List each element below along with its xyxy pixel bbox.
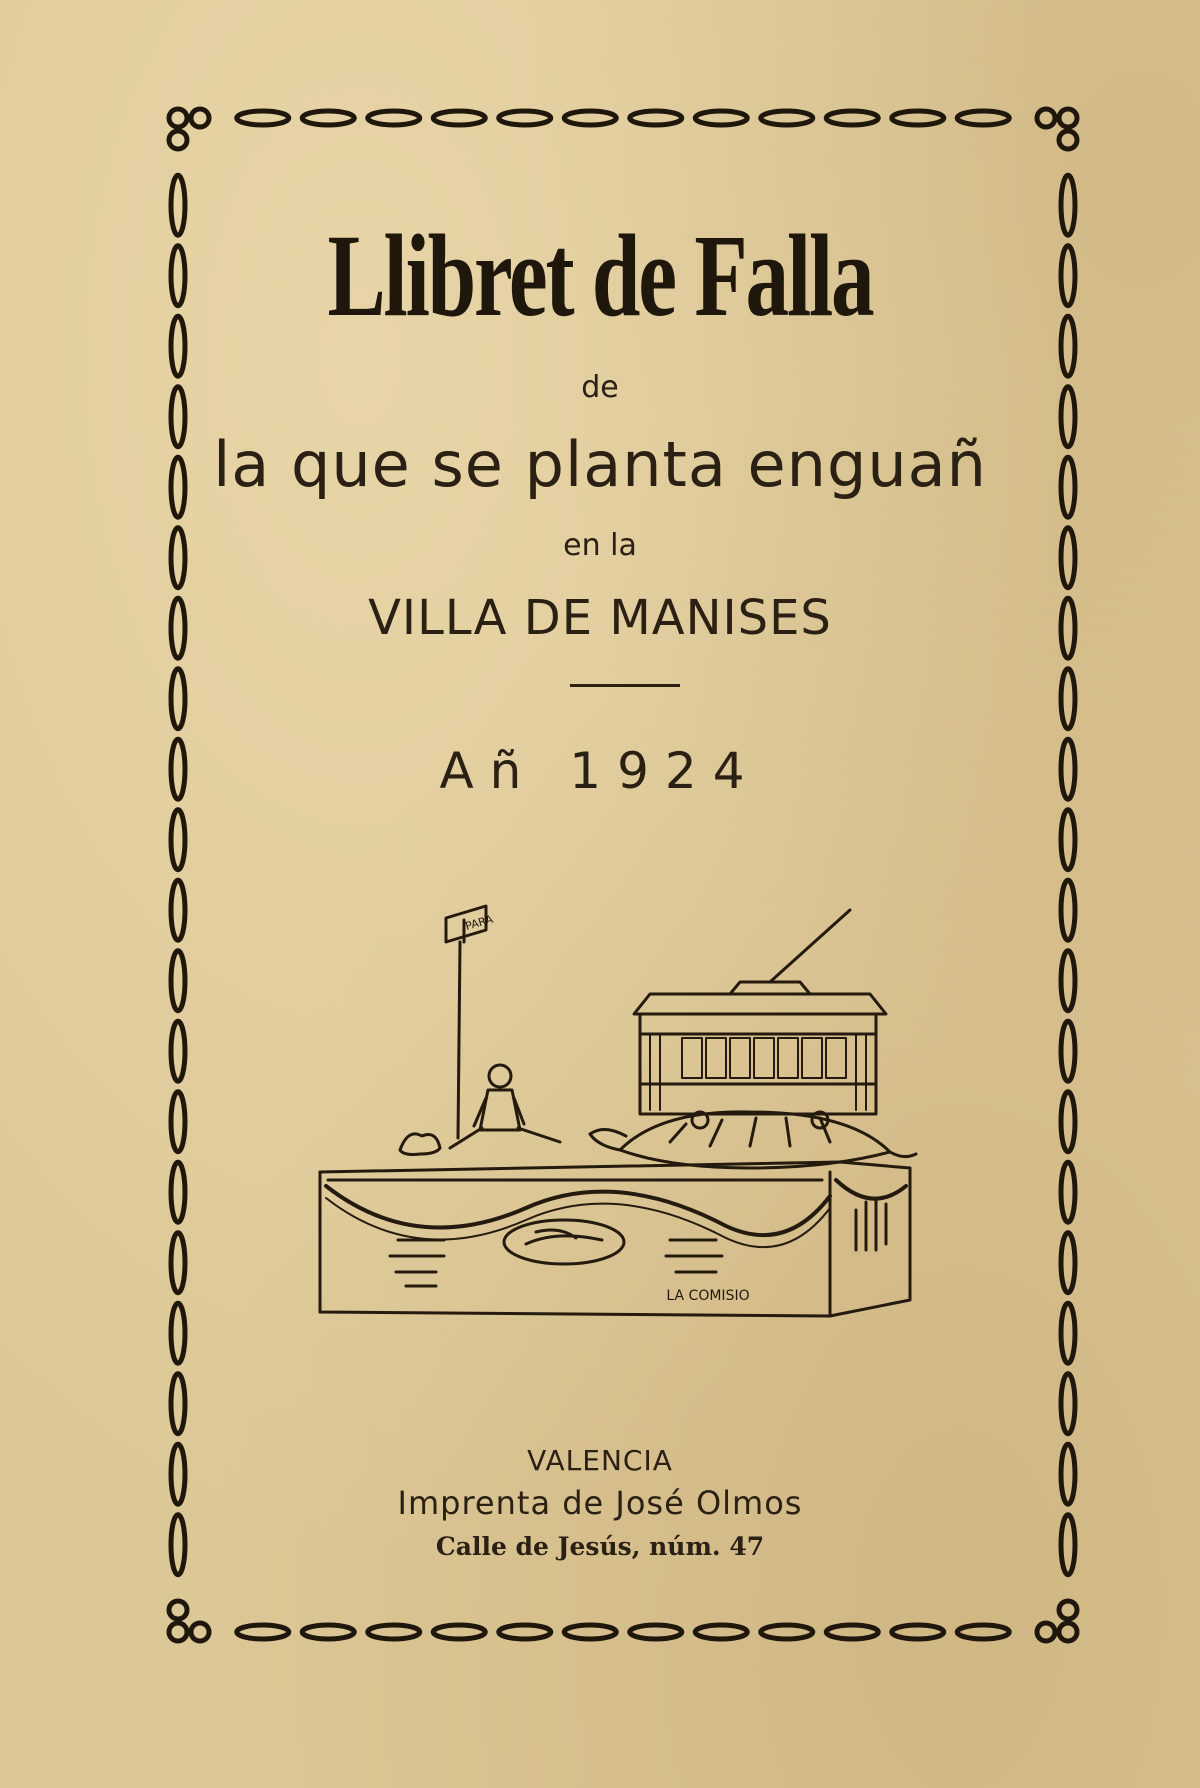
- chain-ring: [191, 1623, 209, 1641]
- connector-en-la: en la: [563, 528, 637, 563]
- chain-link: [826, 111, 878, 125]
- chain-link: [892, 1625, 944, 1639]
- place-name: VILLA DE MANISES: [368, 590, 832, 646]
- chain-link: [302, 111, 354, 125]
- imprint-printer: Imprenta de José Olmos: [397, 1484, 803, 1522]
- chain-link: [1061, 1374, 1075, 1434]
- chain-link: [368, 111, 420, 125]
- falla-illustration: [310, 880, 930, 1350]
- chain-link: [1061, 810, 1075, 870]
- chain-link: [171, 1374, 185, 1434]
- imprint-address: Calle de Jesús, núm. 47: [435, 1532, 765, 1561]
- chain-link: [1061, 880, 1075, 940]
- chain-link: [630, 1625, 682, 1639]
- chain-link: [564, 1625, 616, 1639]
- platform: [320, 1162, 910, 1316]
- chain-link: [237, 111, 289, 125]
- divider-rule: [570, 684, 680, 687]
- chain-link: [171, 1162, 185, 1222]
- turtle: [590, 1112, 916, 1168]
- chain-link: [1061, 316, 1075, 376]
- chain-link: [499, 111, 551, 125]
- chain-link: [564, 111, 616, 125]
- panel-label: LA COMISIO: [666, 1288, 750, 1304]
- chain-link: [826, 1625, 878, 1639]
- small-bag: [400, 1134, 440, 1155]
- chain-link: [695, 111, 747, 125]
- trolley-pole: [770, 910, 850, 982]
- chain-ring: [1037, 1623, 1055, 1641]
- tram: [634, 910, 886, 1128]
- chain-ring: [1037, 109, 1055, 127]
- chain-link: [1061, 1021, 1075, 1081]
- chain-link: [302, 1625, 354, 1639]
- chain-link: [499, 1625, 551, 1639]
- chain-link: [630, 111, 682, 125]
- chain-ring: [1059, 109, 1077, 127]
- chain-link: [433, 1625, 485, 1639]
- chain-ring: [169, 109, 187, 127]
- cover-year: Añ 1924: [439, 742, 761, 800]
- chain-link: [695, 1625, 747, 1639]
- chain-link: [171, 951, 185, 1011]
- chain-ring: [1059, 1601, 1077, 1619]
- chain-link: [1061, 1233, 1075, 1293]
- cover-subtitle: la que se planta enguañ: [213, 428, 987, 501]
- chain-link: [433, 111, 485, 125]
- chain-ring: [169, 131, 187, 149]
- seated-figure: [450, 1065, 560, 1148]
- chain-ring: [169, 1601, 187, 1619]
- chain-link: [171, 1021, 185, 1081]
- chain-link: [892, 111, 944, 125]
- chain-ring: [169, 1623, 187, 1641]
- chain-link: [237, 1625, 289, 1639]
- chain-link: [171, 810, 185, 870]
- chain-link: [171, 1092, 185, 1152]
- chain-link: [1061, 669, 1075, 729]
- connector-de: de: [581, 370, 619, 405]
- chain-link: [761, 111, 813, 125]
- chain-link: [1061, 1092, 1075, 1152]
- sign-pole: [458, 942, 460, 1138]
- chain-link: [957, 111, 1009, 125]
- imprint-city: VALENCIA: [527, 1444, 673, 1477]
- chain-link: [1061, 1162, 1075, 1222]
- cover-title: Llibret de Falla: [327, 210, 873, 341]
- chain-ring: [1059, 1623, 1077, 1641]
- chain-ring: [1059, 131, 1077, 149]
- chain-link: [1061, 1303, 1075, 1363]
- chain-link: [1061, 246, 1075, 306]
- chain-link: [1061, 951, 1075, 1011]
- chain-link: [171, 880, 185, 940]
- chain-link: [171, 669, 185, 729]
- chain-link: [171, 1303, 185, 1363]
- chain-link: [761, 1625, 813, 1639]
- sign-label: PARA: [463, 912, 495, 933]
- chain-link: [957, 1625, 1009, 1639]
- chain-link: [368, 1625, 420, 1639]
- chain-link: [1061, 175, 1075, 235]
- chain-link: [171, 1233, 185, 1293]
- chain-ring: [191, 109, 209, 127]
